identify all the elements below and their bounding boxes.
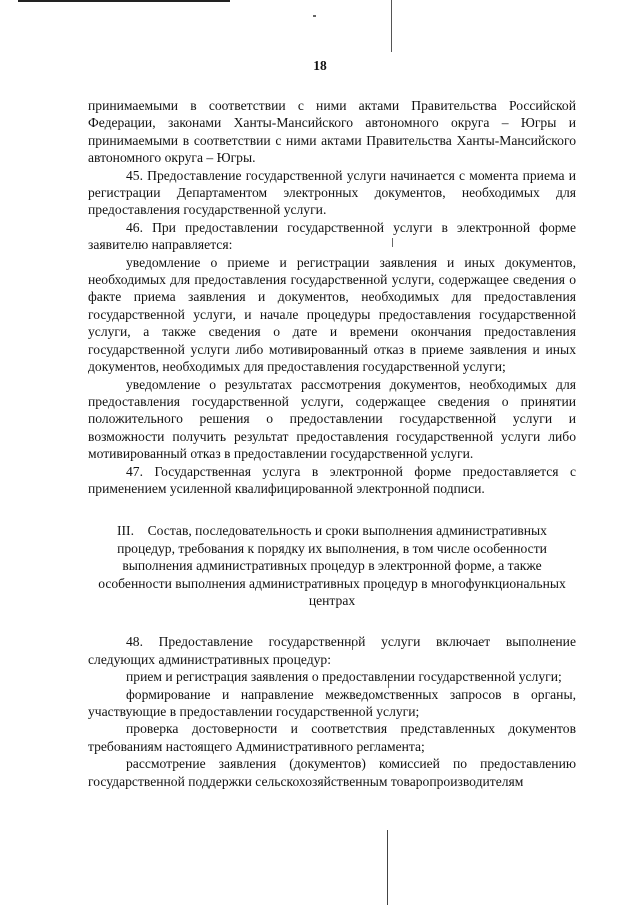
paragraph: принимаемыми в соответствии с ними актами Правительства Российской Федерации, законами Ханты-Мансийского автономного округа – Югры и принимаемыми в соответствии с ними актами Правительства Ханты-Мансийского автономного округа – Югры. [88, 98, 576, 166]
paragraph: уведомление о результатах рассмотрения документов, необходимых для предоставления государственной услуги, содержащее сведения о принятии положительного решения о предоставлении государственной услуги и возможности получить результат предоставления государственной услуги либо мотивированный отказ в предоставлении государственной услуги. [88, 376, 576, 462]
paragraph: уведомление о приеме и регистрации заявления и иных документов, необходимых для предоставления государственной услуги, содержащее сведения о факте приема заявления и документов, необходимых для предоставления государственной услуги, и начале процедуры предоставления государственной услуги, а также сведения о дате и времени окончания предоставления государственной услуги либо мотивированный отказ в приеме заявления и иных документов, необходимых для предоставления государственной услуги; [88, 254, 576, 375]
scan-top-edge-line [18, 0, 230, 2]
page-number: 18 [313, 58, 327, 73]
paragraph: рассмотрение заявления (документов) комиссией по предоставлению государственной поддержки сельскохозяйственным товаропроизводителям [88, 756, 576, 789]
paragraph: 46. При предоставлении государственной услуги в электронной форме заявителю направляется: [88, 219, 576, 253]
binding-mark-top [391, 0, 392, 52]
paragraph: 48. Предоставление государственной услуги включает выполнение следующих административных процедур: [88, 634, 576, 667]
paragraph: прием и регистрация заявления о предоставлении государственной услуги; [126, 669, 562, 685]
paragraph-group-after-section [88, 633, 576, 790]
paragraph: формирование и направление межведомственных запросов в органы, участвующие в предоставлении государственной услуги; [88, 686, 576, 719]
paragraph: 47. Государственная услуга в электронной форме предоставляется с применением усиленной квалифицированной электронной подписи. [88, 463, 576, 496]
binding-mark-bottom [387, 830, 388, 905]
scan-speck [313, 15, 316, 17]
paragraph-group-before-section [88, 97, 576, 497]
paragraph: 45. Предоставление государственной услуги начинается с момента приема и регистрации Департаментом электронных документов, необходимых для предоставления государственной услуги. [88, 167, 576, 218]
section-heading [88, 522, 576, 609]
paragraph: проверка достоверности и соответствия представленных документов требованиям настоящего Административного регламента; [88, 721, 576, 754]
document-body [88, 97, 576, 790]
section-number: III. [117, 523, 134, 539]
section-title: Состав, последовательность и сроки выполнения административных процедур, требования к порядку их выполнения, в том числе особенности выполнения административных процедур в электронной форме, а также особенности выполнения административных процедур в многофункциональных центрах [98, 523, 566, 608]
